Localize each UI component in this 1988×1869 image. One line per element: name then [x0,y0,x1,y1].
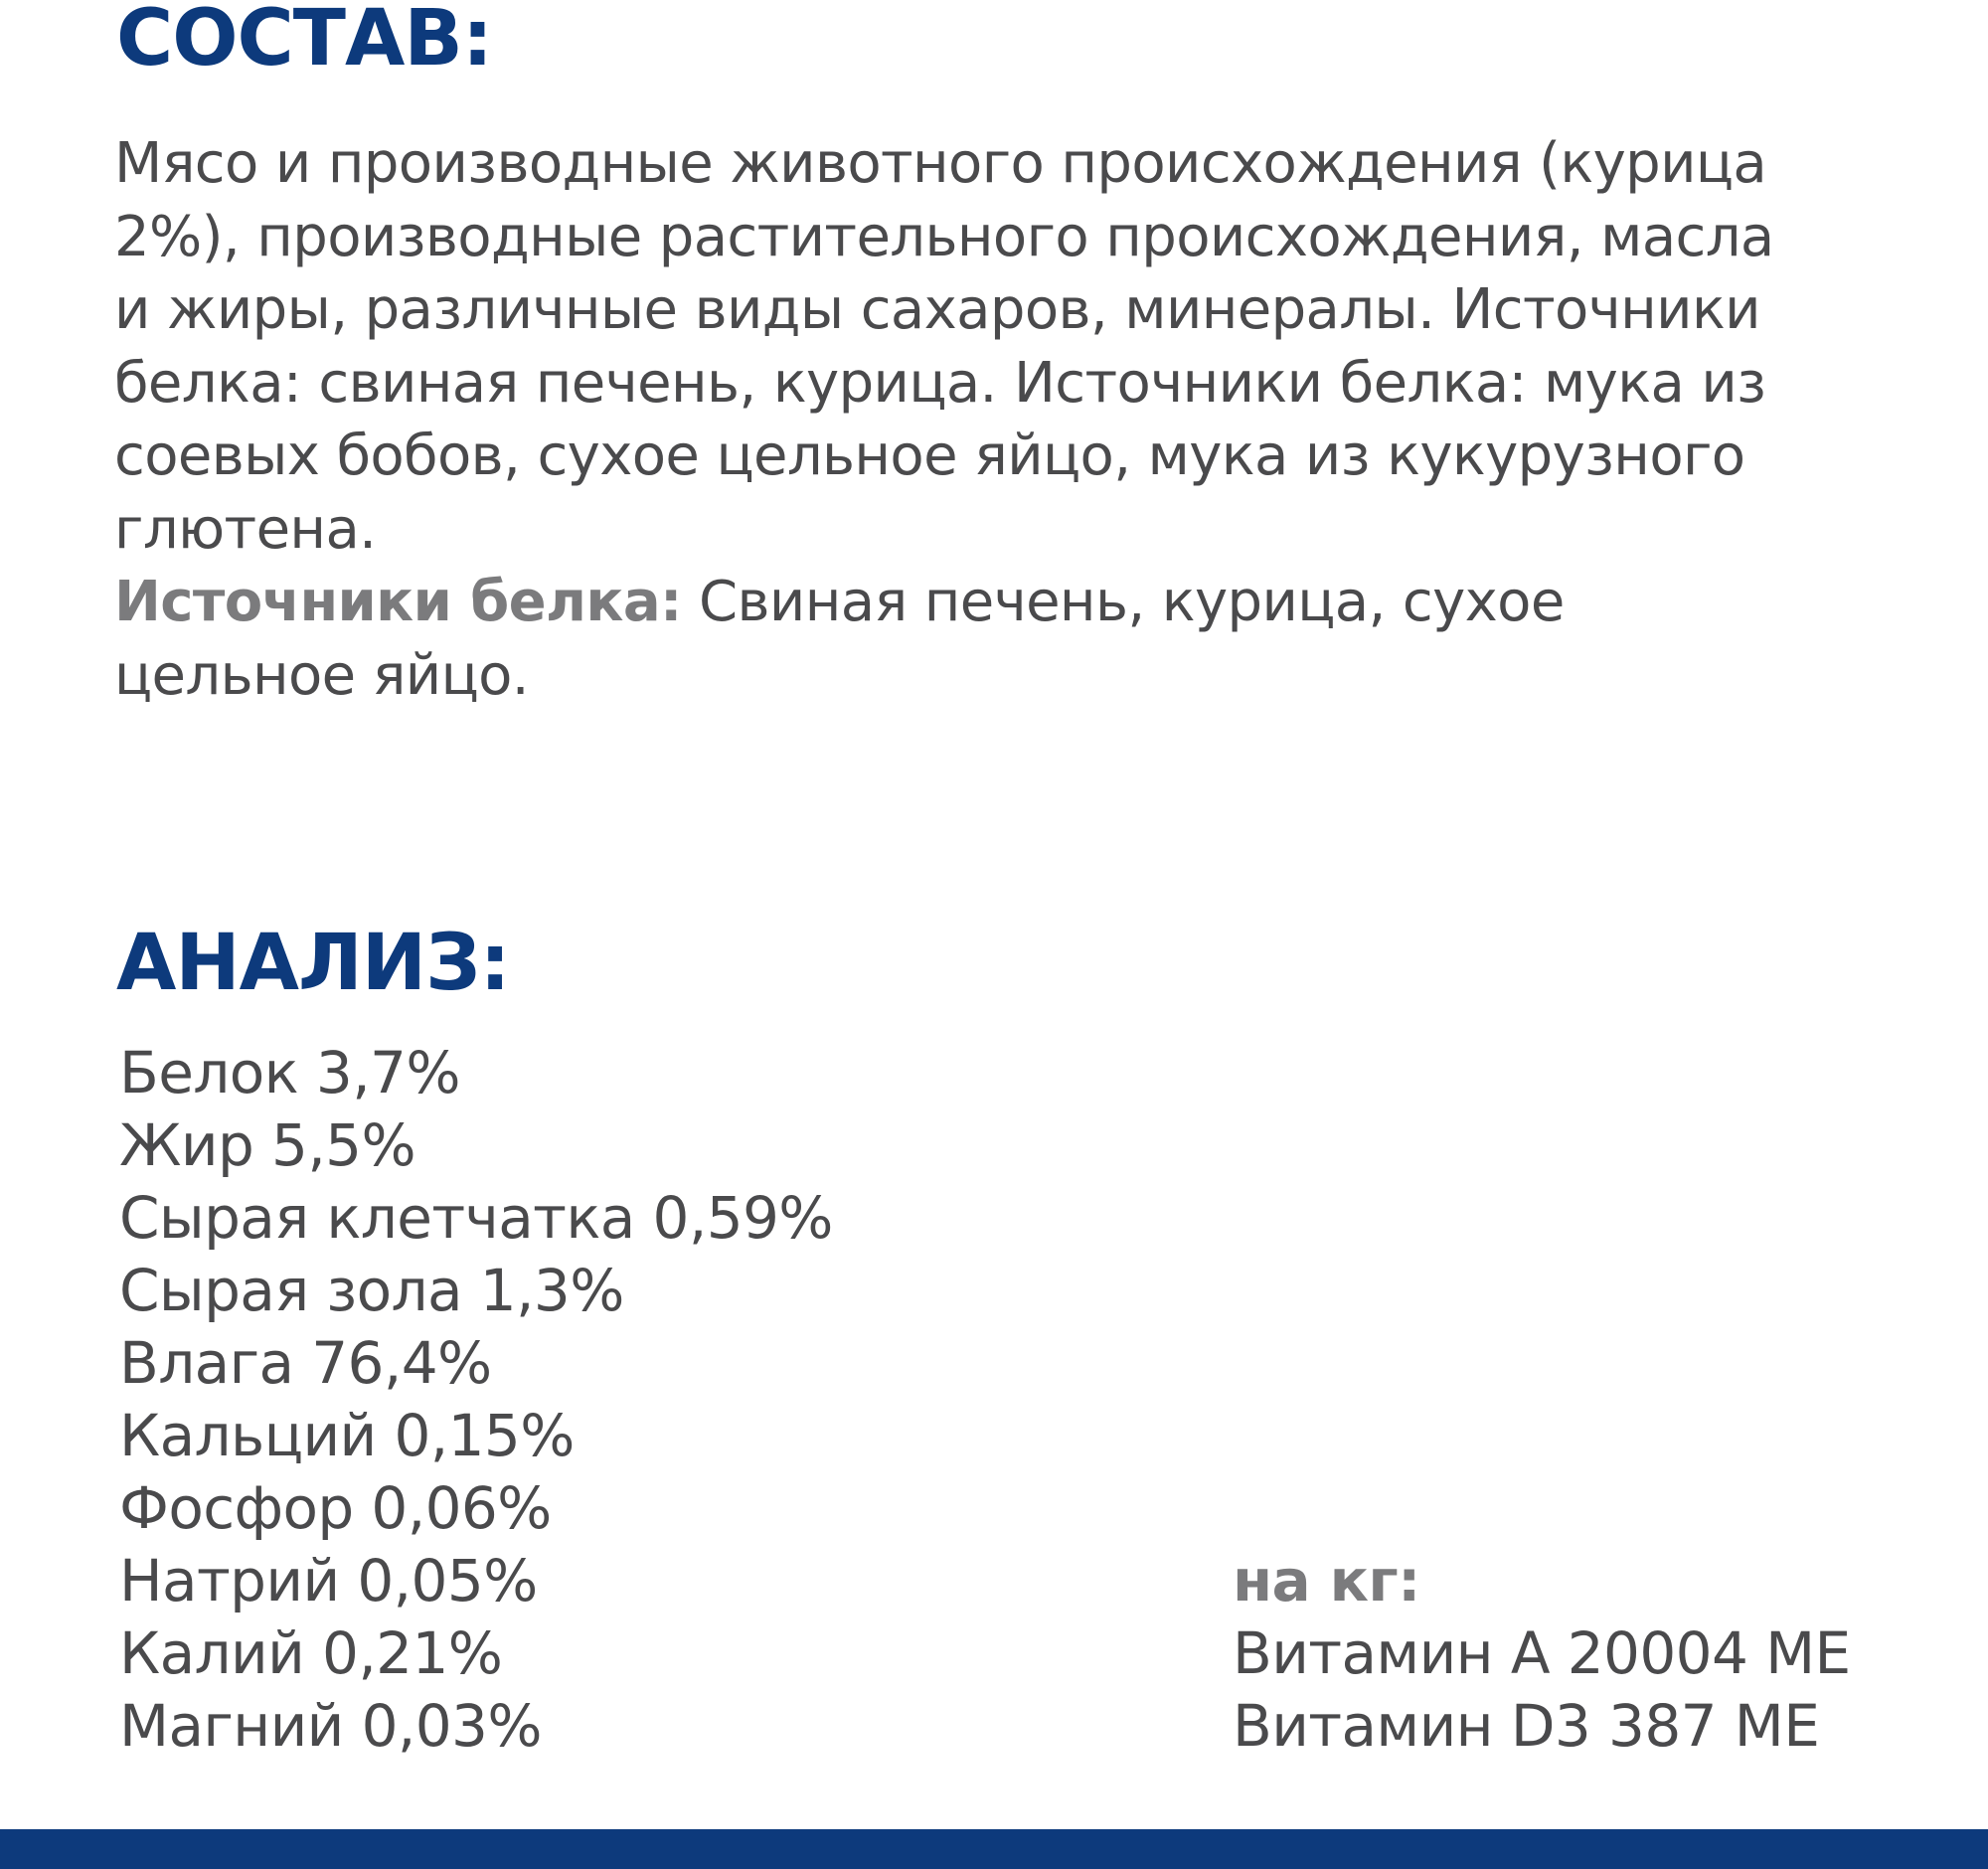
composition-line: и жиры, различные виды сахаров, минералы. Источники [114,277,1760,342]
per-kg-label: на кг: [1233,1547,1420,1614]
analysis-item-fat: Жир 5,5% [119,1111,415,1179]
analysis-item-moisture: Влага 76,4% [119,1329,492,1397]
composition-line: Мясо и производные животного происхождения (курица [114,131,1767,196]
analysis-list [119,1037,833,1763]
composition-line: соевых бобов, сухое цельное яйцо, мука из кукурузного [114,424,1745,488]
analysis-item-potassium: Калий 0,21% [119,1619,503,1687]
vitamin-d3-item: Витамин D3 387 МЕ [1233,1692,1820,1760]
analysis-item-sodium: Натрий 0,05% [119,1547,538,1614]
composition-heading: СОСТАВ: [116,0,493,84]
analysis-item-calcium: Кальций 0,15% [119,1402,575,1469]
analysis-item-magnesium: Магний 0,03% [119,1692,542,1760]
vitamin-a-item: Витамин А 20004 МЕ [1233,1619,1851,1687]
footer-band [0,1829,1988,1869]
protein-sources-line-2: цельное яйцо. [114,642,529,708]
protein-sources-label: Источники белка: [114,570,682,634]
protein-sources-text: Свиная печень, курица, сухое [681,570,1565,634]
composition-line: 2%), производные растительного происхождения, масла [114,204,1774,269]
analysis-item-ash: Сырая зола 1,3% [119,1257,624,1324]
analysis-heading: АНАЛИЗ: [116,919,510,1008]
composition-text [114,127,1933,712]
analysis-item-phosphorus: Фосфор 0,06% [119,1474,552,1542]
analysis-item-protein: Белок 3,7% [119,1039,460,1106]
analysis-item-fiber: Сырая клетчатка 0,59% [119,1184,833,1252]
protein-sources-line [114,566,1933,639]
composition-line: белка: свиная печень, курица. Источники белка: мука из [114,350,1766,416]
per-kg-block [1233,1545,1851,1763]
composition-line: глютена. [114,496,377,562]
